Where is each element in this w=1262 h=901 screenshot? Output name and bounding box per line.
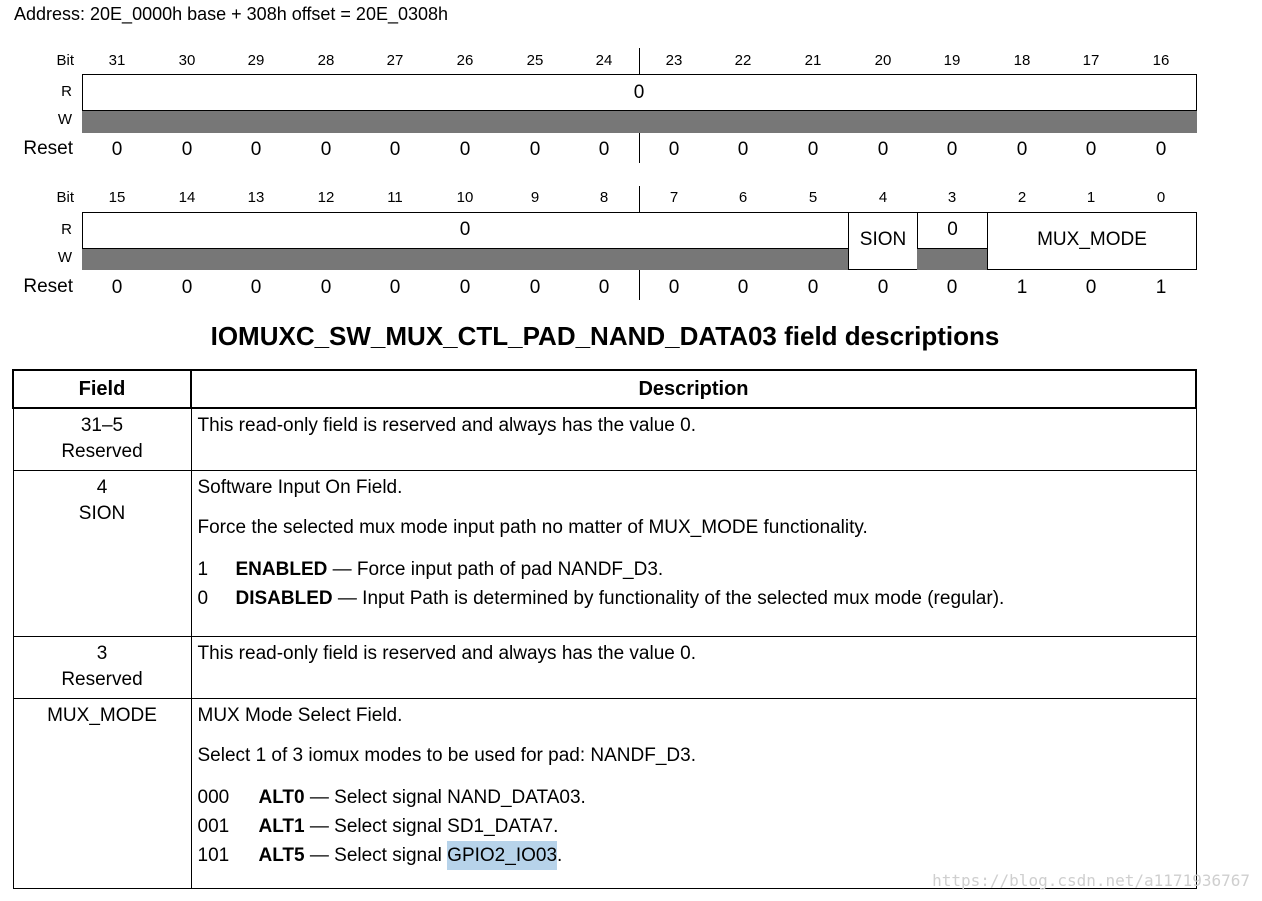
reset-value: 0 <box>668 139 680 160</box>
bit-number: 16 <box>1152 52 1170 69</box>
description-cell <box>191 470 1196 636</box>
register-address: Address: 20E_0000h base + 308h offset = 20E_0308h <box>14 4 449 24</box>
option-name: ALT5 <box>258 844 305 866</box>
reset-value: 0 <box>459 277 471 298</box>
mux-mode-label: MUX_MODE <box>1037 229 1147 250</box>
bit-number: 26 <box>456 52 474 69</box>
reset-value: 0 <box>529 139 541 160</box>
reset-value: 0 <box>250 277 262 298</box>
reset-value: 0 <box>668 277 680 298</box>
option-text: . <box>557 844 563 866</box>
option-name: ALT0 <box>258 786 305 808</box>
reset-value: 0 <box>946 139 958 160</box>
reset-value: 0 <box>459 139 471 160</box>
reset-value: 0 <box>389 277 401 298</box>
write-bar <box>917 249 988 270</box>
reset-value: 0 <box>1085 277 1097 298</box>
option-name: ENABLED <box>235 558 328 580</box>
table-row <box>13 698 1196 888</box>
reset-value: 0 <box>250 139 262 160</box>
field-cell <box>13 698 191 888</box>
bit-number: 4 <box>878 189 888 206</box>
table-row <box>13 636 1196 698</box>
bit-number: 20 <box>874 52 892 69</box>
description-text: Force the selected mux mode input path no matter of MUX_MODE functionality. <box>197 516 868 538</box>
bit-number: 29 <box>247 52 265 69</box>
bit-number: 0 <box>1156 189 1166 206</box>
description-text: This read-only field is reserved and always has the value 0. <box>197 415 696 436</box>
field-name: Reserved <box>61 441 143 462</box>
bit-number: 18 <box>1013 52 1031 69</box>
reset-value: 0 <box>598 139 610 160</box>
bit-number: 17 <box>1082 52 1100 69</box>
bit-number: 9 <box>530 189 540 206</box>
reset-value: 0 <box>1155 139 1167 160</box>
bit-number: 12 <box>317 189 335 206</box>
reset-value: 0 <box>1085 139 1097 160</box>
field-cell <box>13 636 191 698</box>
field-bits: 4 <box>96 476 108 498</box>
bit-number: 7 <box>669 189 679 206</box>
bit-number: 22 <box>734 52 752 69</box>
field-name: Reserved <box>61 668 143 690</box>
bit-number: 27 <box>386 52 404 69</box>
field-descriptions-table <box>12 369 1197 889</box>
description-text: This read-only field is reserved and always has the value 0. <box>197 642 696 664</box>
field-cell <box>13 408 191 470</box>
option-item <box>198 783 1190 812</box>
reset-value: 0 <box>807 277 819 298</box>
reset-value: 0 <box>737 277 749 298</box>
reset-value: 0 <box>946 277 958 298</box>
option-item <box>198 584 1190 613</box>
write-bar <box>82 111 1197 133</box>
sion-label: SION <box>859 229 907 250</box>
reset-value: 0 <box>598 277 610 298</box>
bit-number: 23 <box>665 52 683 69</box>
option-text: — Force input path of pad NANDF_D3. <box>327 558 664 580</box>
option-list <box>198 555 1190 613</box>
bit-divider <box>639 186 640 212</box>
description-cell <box>191 698 1196 888</box>
reset-value: 0 <box>111 277 123 298</box>
option-text: — Select signal NAND_DATA03. <box>304 786 586 808</box>
field-name: MUX_MODE <box>47 704 157 726</box>
r-label: R <box>61 221 72 238</box>
bit-number: 24 <box>595 52 613 69</box>
reset-value: 0 <box>877 277 889 298</box>
table-row <box>13 470 1196 636</box>
bit-number: 8 <box>599 189 609 206</box>
reset-label: Reset <box>23 276 73 297</box>
option-name: DISABLED <box>235 587 333 609</box>
description-text: Software Input On Field. <box>197 476 403 498</box>
option-item <box>198 812 1190 841</box>
option-code: 1 <box>197 558 209 580</box>
field-bits: 3 <box>96 642 108 664</box>
description-text: Select 1 of 3 iomux modes to be used for pad: NANDF_D3. <box>197 744 696 766</box>
bit-number: 28 <box>317 52 335 69</box>
option-list <box>198 783 1190 870</box>
table-row <box>13 408 1196 470</box>
bit-number: 30 <box>178 52 196 69</box>
w-label: W <box>57 249 72 266</box>
field-cell <box>13 470 191 636</box>
option-name: ALT1 <box>258 815 305 837</box>
option-item <box>198 555 1190 584</box>
bit-number: 19 <box>943 52 961 69</box>
reset-value: 0 <box>1016 139 1028 160</box>
bit-divider <box>639 133 640 163</box>
option-text: — Select signal SD1_DATA7. <box>304 815 559 837</box>
option-code: 001 <box>197 815 230 837</box>
reset-value: 0 <box>807 139 819 160</box>
field-bits: 31–5 <box>80 415 124 436</box>
option-code: 000 <box>197 786 230 808</box>
description-text: MUX Mode Select Field. <box>197 704 403 726</box>
reset-value: 0 <box>389 139 401 160</box>
bit3-value: 0 <box>947 219 958 240</box>
reset-value: 0 <box>320 139 332 160</box>
bit-number: 14 <box>178 189 196 206</box>
bit-divider <box>639 270 640 300</box>
reset-value: 0 <box>181 277 193 298</box>
bit-number: 5 <box>808 189 818 206</box>
reset-value: 0 <box>181 139 193 160</box>
bit-number: 10 <box>456 189 474 206</box>
option-code: 0 <box>197 587 209 609</box>
reset-value: 1 <box>1016 277 1028 298</box>
write-bar <box>82 249 849 270</box>
bit-label: Bit <box>56 52 74 69</box>
option-text: — Input Path is determined by functionality of the selected mux mode (regular). <box>332 587 1005 609</box>
bit-divider <box>639 48 640 74</box>
table-header-row <box>13 370 1196 408</box>
bit-number: 21 <box>804 52 822 69</box>
selected-text-highlight[interactable]: GPIO2_IO03 <box>447 841 557 870</box>
watermark: https://blog.csdn.net/a1171936767 <box>932 871 1250 890</box>
bit-number: 6 <box>738 189 748 206</box>
bit-label: Bit <box>56 189 74 206</box>
table-title: IOMUXC_SW_MUX_CTL_PAD_NAND_DATA03 field descriptions <box>210 321 1000 351</box>
description-cell <box>191 408 1196 470</box>
field-header: Field <box>13 370 191 408</box>
bit-number: 15 <box>108 189 126 206</box>
description-cell <box>191 636 1196 698</box>
reset-value: 0 <box>111 139 123 160</box>
bit-number: 31 <box>108 52 126 69</box>
w-label: W <box>57 111 72 128</box>
bit-number: 2 <box>1017 189 1027 206</box>
bit-number: 11 <box>387 189 403 206</box>
reset-value: 1 <box>1155 277 1167 298</box>
read-value: 0 <box>459 219 471 240</box>
bit-number: 13 <box>247 189 265 206</box>
bit-number: 3 <box>947 189 957 206</box>
r-label: R <box>61 83 72 100</box>
reset-value: 0 <box>877 139 889 160</box>
bit-number: 25 <box>526 52 544 69</box>
reset-value: 0 <box>737 139 749 160</box>
reset-value: 0 <box>320 277 332 298</box>
description-header: Description <box>191 370 1196 408</box>
read-value: 0 <box>633 82 645 103</box>
option-item <box>198 841 1190 870</box>
field-name: SION <box>78 502 126 524</box>
reset-label: Reset <box>23 138 73 159</box>
option-text: — Select signal <box>304 844 448 866</box>
reset-value: 0 <box>529 277 541 298</box>
option-code: 101 <box>197 844 230 866</box>
bit-number: 1 <box>1086 189 1096 206</box>
